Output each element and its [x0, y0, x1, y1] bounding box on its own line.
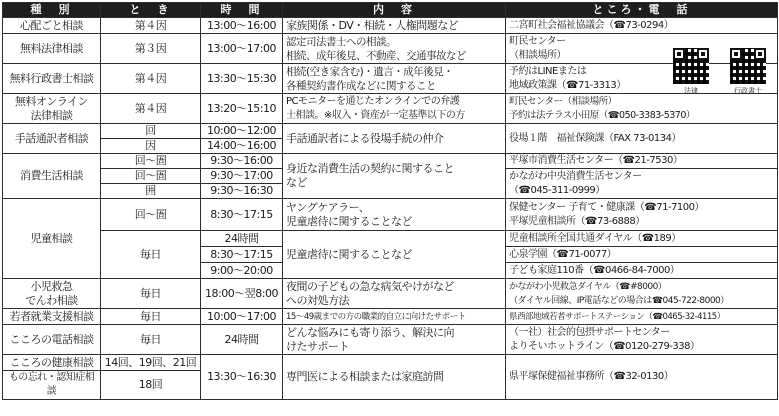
- table-row: [3, 309, 778, 325]
- row-where: 平塚市消費生活センター（☎21-7530）: [506, 154, 778, 169]
- row-when: 第４因: [101, 18, 201, 34]
- row-when: 回～圄: [101, 199, 201, 231]
- row-time: 9:00～20:00: [201, 263, 283, 279]
- row-content: 手話通訳者による役場手続の仲介: [283, 124, 506, 154]
- qr-code-image-icon: [673, 48, 709, 84]
- row-where: 子ども家庭110番（☎0466-84-7000）: [506, 263, 778, 279]
- row-content: PCモニターを通じたオンラインでの弁護 士相談。※収入・資産が一定基準以下の方: [283, 94, 506, 124]
- row-where: （一社）社会的包摂サポートセンター よりそいホットライン（☎0120-279-338）: [506, 325, 778, 355]
- row-content: 相続(空き家含む)・遺言・成年後見・ 各種契約書作成などに関すること: [283, 64, 506, 94]
- consultation-table-wrapper: [2, 2, 778, 400]
- row-time: 10:00～12:00: [201, 124, 283, 139]
- row-when: 毎日: [101, 231, 201, 279]
- row-when: 回～圄: [101, 154, 201, 169]
- header-content: 内 容: [283, 3, 506, 18]
- table-row: [3, 231, 778, 247]
- row-where: 県平塚保健福祉事務所（☎32-0130）: [506, 355, 778, 400]
- row-time: 9:30～16:00: [201, 154, 283, 169]
- row-where: 児童相談所全国共通ダイヤル（☎189）: [506, 231, 778, 247]
- row-content: 家族関係・DV・相続・人権問題など: [283, 18, 506, 34]
- row-when: 毎日: [101, 309, 201, 325]
- row-time: 24時間: [201, 325, 283, 355]
- table-header-row: [3, 3, 778, 18]
- row-where: 町民センター（相談場所） 予約は法テラス小田原（☎050-3383-5370）: [506, 94, 778, 124]
- row-time: 13:30～16:30: [201, 355, 283, 400]
- row-where: 二宮町社会福祉協議会（☎73-0294）: [506, 18, 778, 34]
- row-type: 消費生活相談: [3, 154, 101, 199]
- table-row: [3, 199, 778, 231]
- row-time: 9:30～16:30: [201, 184, 283, 199]
- row-where: 役場１階 福祉保険課（FAX 73-0134）: [506, 124, 778, 154]
- table-row: [3, 279, 778, 309]
- row-time: 18:00～翌8:00: [201, 279, 283, 309]
- row-where: 保健センター 子育て・健康課（☎71-7100） 平塚児童相談所（☎73-6888）: [506, 199, 778, 231]
- row-when: 毎日: [101, 325, 201, 355]
- row-type: 心配ごと相談: [3, 18, 101, 34]
- qr-code-admin-scrivener: [724, 48, 772, 98]
- row-type: 無料オンライン 法律相談: [3, 94, 101, 124]
- header-where: ところ・電 話: [506, 3, 778, 18]
- row-time: 13:00～16:00: [201, 18, 283, 34]
- row-when: 第３因: [101, 34, 201, 64]
- consultation-schedule-table: [2, 2, 778, 400]
- table-row: [3, 355, 778, 371]
- row-time: 8:30～17:15: [201, 199, 283, 231]
- table-row: [3, 64, 778, 94]
- table-row: [3, 34, 778, 64]
- row-time: 14:00～16:00: [201, 139, 283, 154]
- row-where: かながわ小児救急ダイヤル（☎#8000） （ダイヤル回線、IP電話などの場合は☎045-722-8000）: [506, 279, 778, 309]
- qr-code-legal: [669, 48, 713, 98]
- qr-label-legal: 法律: [684, 87, 698, 95]
- header-time: 時 間: [201, 3, 283, 18]
- row-time: 13:20～15:10: [201, 94, 283, 124]
- row-type: こころの健康相談: [3, 355, 101, 371]
- table-row: [3, 325, 778, 355]
- row-time: 10:00～17:00: [201, 309, 283, 325]
- row-time: 9:30～17:00: [201, 169, 283, 184]
- row-where: 予約はLINEまたは 地域政策課（☎71-3313）: [506, 64, 778, 94]
- row-when: 第４因: [101, 94, 201, 124]
- row-when: 第４因: [101, 64, 201, 94]
- header-type: 種 別: [3, 3, 101, 18]
- row-when: 囲: [101, 184, 201, 199]
- table-row: [3, 154, 778, 169]
- row-content: 15～49歳までの方の職業的自立に向けたサポート: [283, 309, 506, 325]
- row-type: 手話通訳者相談: [3, 124, 101, 154]
- row-type: 無料法律相談: [3, 34, 101, 64]
- row-type: 無料行政書士相談: [3, 64, 101, 94]
- table-row: [3, 18, 778, 34]
- row-time: 13:30～15:30: [201, 64, 283, 94]
- row-time: 13:00～17:00: [201, 34, 283, 64]
- row-where: 町民センター （相談場所）: [506, 34, 778, 64]
- row-type: こころの電話相談: [3, 325, 101, 355]
- row-content: 認定司法書士への相談。 相続、成年後見、不動産、交通事故など: [283, 34, 506, 64]
- row-type: もの忘れ・認知症相談: [3, 371, 101, 400]
- row-content: どんな悩みにも寄り添う、解決に向 けたサポート: [283, 325, 506, 355]
- qr-label-admin-scrivener: 行政書士: [734, 87, 762, 95]
- row-type: 小児救急 でんわ相談: [3, 279, 101, 309]
- row-when: 回: [101, 124, 201, 139]
- row-when: 回～圄: [101, 169, 201, 184]
- header-when: と き: [101, 3, 201, 18]
- row-when: 14回、19回、21回: [101, 355, 201, 371]
- row-where: 県西部地域若者サポートステーション（☎0465-32-4115）: [506, 309, 778, 325]
- row-where: 心泉学園（☎71-0077）: [506, 247, 778, 263]
- row-when: 因: [101, 139, 201, 154]
- row-content: ヤングケアラー、 児童虐待に関することなど: [283, 199, 506, 231]
- table-row: [3, 124, 778, 139]
- row-time: 24時間: [201, 231, 283, 247]
- row-content: 身近な消費生活の契約に関すること など: [283, 154, 506, 199]
- row-content: 児童虐待に関することなど: [283, 231, 506, 279]
- table-row: [3, 94, 778, 124]
- qr-code-image-icon: [730, 48, 766, 84]
- row-type: 児童相談: [3, 199, 101, 279]
- row-type: 若者就業支援相談: [3, 309, 101, 325]
- row-when: 毎日: [101, 279, 201, 309]
- row-content: 専門医による相談または家庭訪問: [283, 355, 506, 400]
- row-content: 夜間の子どもの急な病気やけがなど への対処方法: [283, 279, 506, 309]
- row-when: 18回: [101, 371, 201, 400]
- row-where: かながわ中央消費生活センター （☎045-311-0999）: [506, 169, 778, 199]
- row-time: 8:30～17:15: [201, 247, 283, 263]
